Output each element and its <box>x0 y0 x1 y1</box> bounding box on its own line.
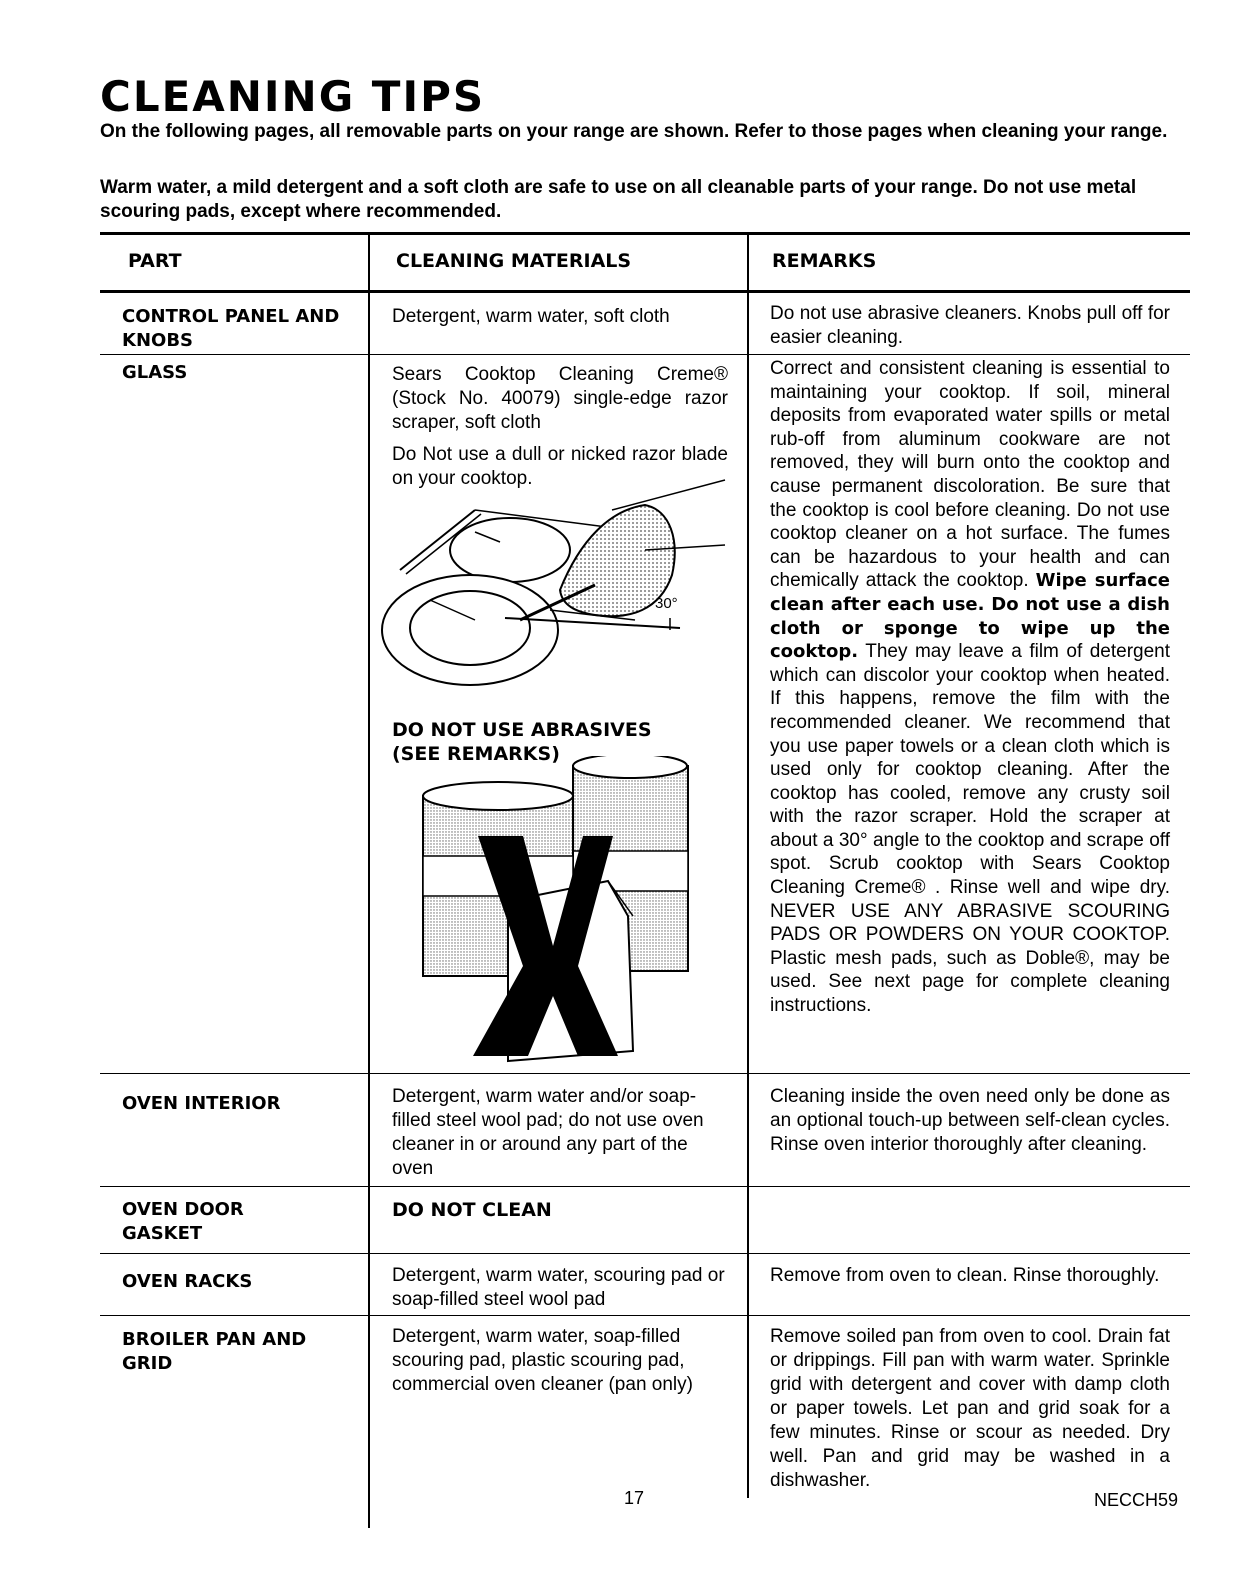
abrasives-warning: DO NOT USE ABRASIVES (SEE REMARKS) <box>392 719 652 765</box>
header-cleaning-materials: CLEANING MATERIALS <box>396 250 632 272</box>
document-code: NECCH59 <box>1094 1490 1179 1510</box>
row-divider <box>100 1186 1190 1187</box>
part-oven-interior: OVEN INTERIOR <box>122 1093 281 1114</box>
cooktop-scraper-illustration <box>380 470 730 715</box>
materials-oven-door-gasket: DO NOT CLEAN <box>392 1199 552 1221</box>
remarks-control-panel: Do not use abrasive cleaners. Knobs pull off for easier cleaning. <box>770 303 1170 348</box>
page-title: CLEANING TIPS <box>100 72 486 121</box>
remarks-glass-bold: Wipe surface clean after each use. Do not use a dish cloth or sponge to wipe up the cooktop. <box>770 570 1170 663</box>
remarks-oven-racks: Remove from oven to clean. Rinse thoroughly. <box>770 1265 1160 1286</box>
materials-oven-racks: Detergent, warm water, scouring pad or soap-filled steel wool pad <box>392 1265 725 1310</box>
part-oven-racks: OVEN RACKS <box>122 1271 253 1292</box>
remarks-glass-text-2: They may leave a film of detergent which can discolor your cooktop when heated. If this happens, remove the film with the recommended cleaner. We recommend that you use paper towels or a clean cloth which is used only for cooktop cleaning. After the cooktop has cooled, remove any crusty soil with the razor scraper. Hold the scraper at about a 30° angle to the cooktop and scrape off spot. Scrub cooktop with Sears Cooktop Cleaning Creme® . Rinse well and wipe dry. NEVER USE ANY ABRASIVE SCOURING PADS OR POWDERS ON YOUR COOKTOP. Plastic mesh pads, such as Doble®, may be used. See next page for complete cleaning instructions. <box>770 641 1170 1017</box>
materials-glass: Sears Cooktop Cleaning Creme® (Stock No. 40079) single-edge razor scraper, soft cloth <box>392 364 728 433</box>
intro-paragraph-2: Warm water, a mild detergent and a soft cloth are safe to use on all cleanable parts of your range. Do not use metal scouring pads, except where recommended. <box>100 177 1137 222</box>
angle-label: 30° <box>655 595 678 612</box>
row-divider <box>100 1315 1190 1316</box>
page-number: 17 <box>624 1488 645 1508</box>
remarks-glass <box>770 357 1170 1018</box>
remarks-broiler-pan: Remove soiled pan from oven to cool. Drain fat or drippings. Fill pan with warm water. Sprinkle grid with detergent and cover with damp cloth or paper towels. Let pan and grid soak for a few minutes. Rinse or scour as needed. Dry well. Pan and grid may be washed in a dishwasher. <box>770 1326 1170 1491</box>
header-part: PART <box>128 250 182 272</box>
row-divider <box>100 1073 1190 1074</box>
remarks-glass-text-1: Correct and consistent cleaning is essential to maintaining your cooktop. If soil, mineral deposits from evaporated water spills or metal rub-off from aluminum cookware are not removed, they will burn onto the cooktop and cause permanent discoloration. Be sure that the cooktop is cool before cleaning. Do not use cooktop cleaner on a hot surface. The fumes can be hazardous to your health and can chemically attack the cooktop. <box>770 358 1170 592</box>
table-top-rule <box>100 232 1190 235</box>
row-divider <box>100 1253 1190 1254</box>
header-bottom-rule <box>100 290 1190 293</box>
abrasive-cans-x-illustration <box>418 756 693 1066</box>
part-control-panel: CONTROL PANEL AND KNOBS <box>122 306 340 351</box>
materials-broiler-pan: Detergent, warm water, soap-filled scouring pad, plastic scouring pad, commercial oven cleaner (pan only) <box>392 1326 693 1395</box>
intro-paragraph-1: On the following pages, all removable parts on your range are shown. Refer to those pages when cleaning your range. <box>100 121 1168 142</box>
column-divider <box>747 232 749 1498</box>
materials-oven-interior: Detergent, warm water and/or soap-filled steel wool pad; do not use oven cleaner in or around any part of the oven <box>392 1086 704 1179</box>
header-remarks: REMARKS <box>772 250 877 272</box>
remarks-oven-interior: Cleaning inside the oven need only be done as an optional touch-up between self-clean cycles. Rinse oven interior thoroughly after cleaning. <box>770 1086 1170 1155</box>
materials-control-panel: Detergent, warm water, soft cloth <box>392 306 670 327</box>
row-divider <box>100 354 1190 355</box>
column-divider <box>368 232 370 1528</box>
part-oven-door-gasket: OVEN DOOR GASKET <box>122 1199 244 1244</box>
materials-glass-note: Do Not use a dull or nicked razor blade on your cooktop. <box>392 444 728 489</box>
part-glass: GLASS <box>122 362 188 383</box>
part-broiler-pan: BROILER PAN AND GRID <box>122 1329 307 1374</box>
